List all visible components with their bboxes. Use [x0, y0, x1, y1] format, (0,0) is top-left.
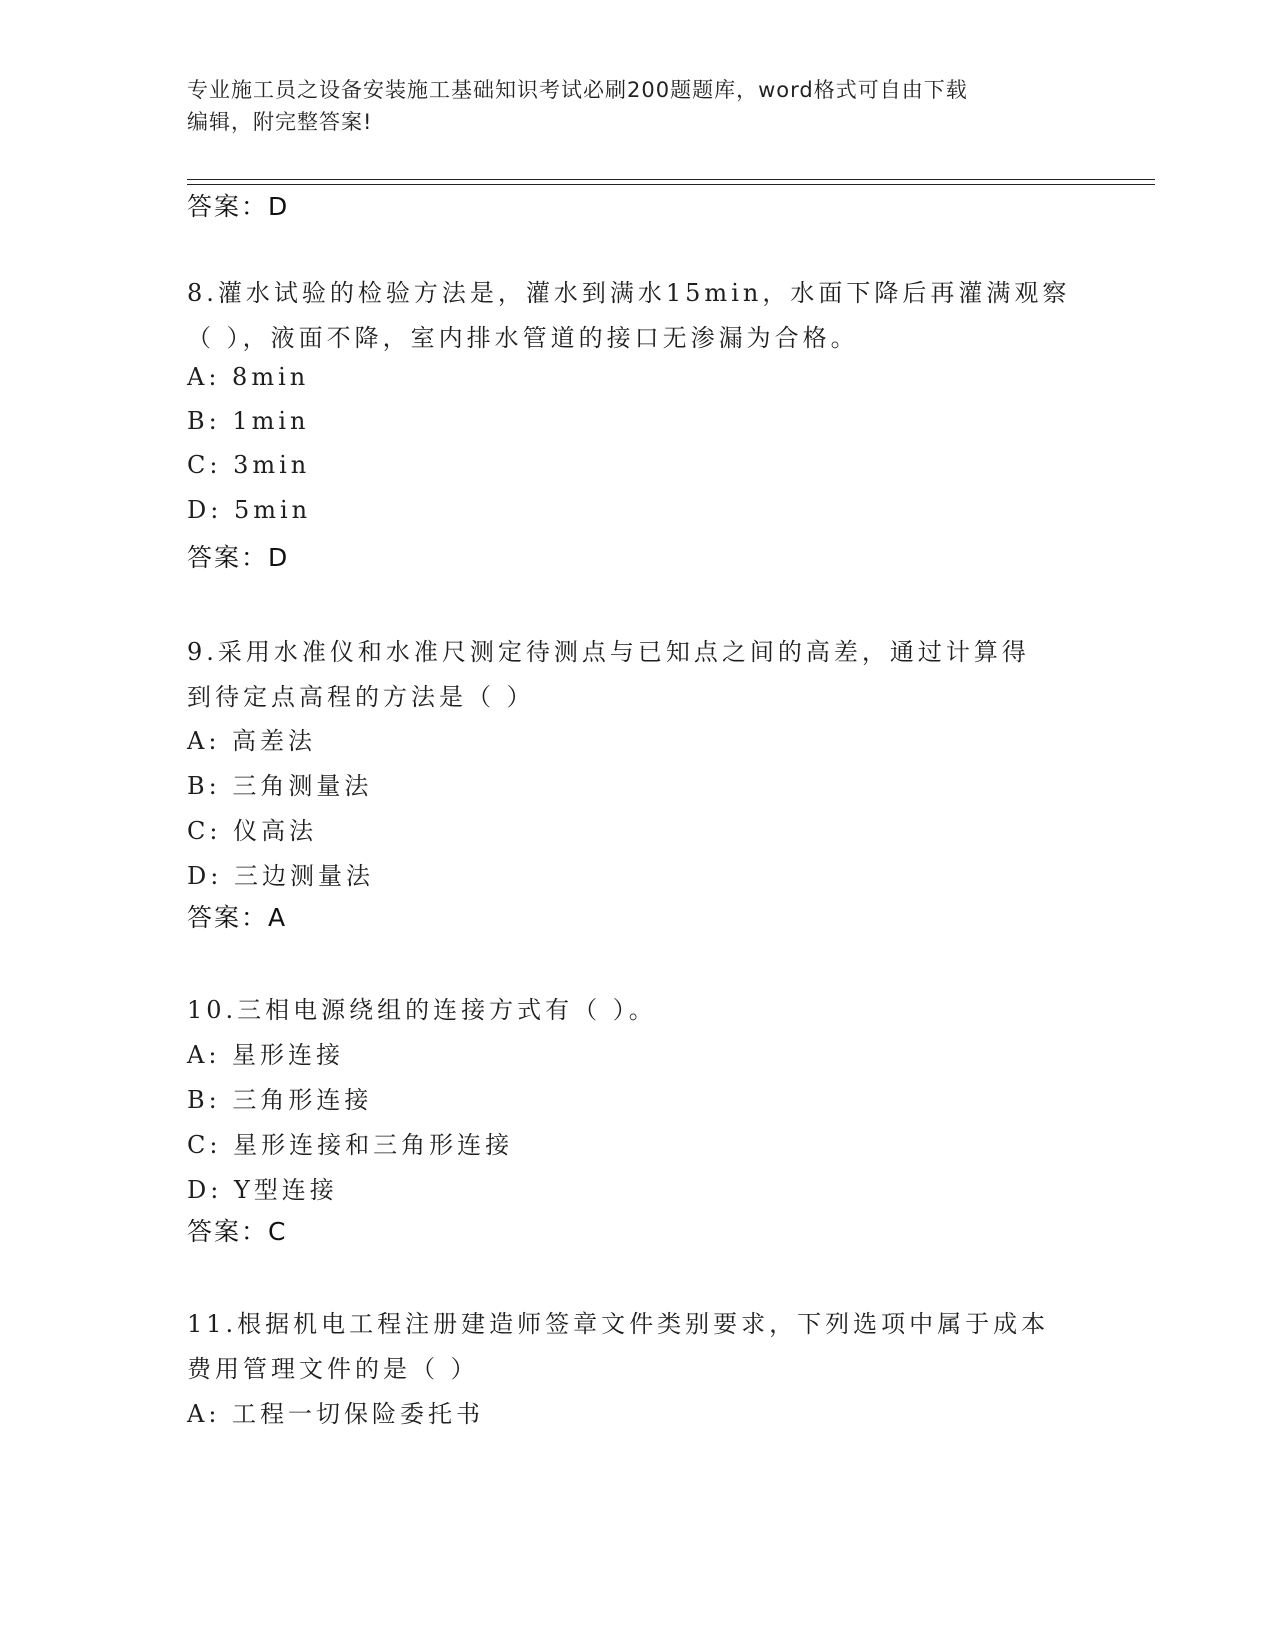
- option-a: A: 星形连接: [187, 1041, 345, 1069]
- answer-line: 答案：A: [187, 903, 288, 932]
- option-d: D: Y型连接: [187, 1176, 338, 1204]
- option-a: A: 高差法: [187, 727, 317, 755]
- header-line-1: 专业施工员之设备安装施工基础知识考试必刷200题题库，word格式可自由下载: [187, 78, 968, 102]
- option-c: C: 星形连接和三角形连接: [187, 1131, 514, 1159]
- question-stem: 10.三相电源绕组的连接方式有（ ）。: [187, 996, 657, 1024]
- question-stem: （ ），液面不降，室内排水管道的接口无渗漏为合格。: [187, 324, 859, 352]
- question-stem: 8.灌水试验的检验方法是，灌水到满水15min，水面下降后再灌满观察: [187, 279, 1071, 307]
- option-a: A: 工程一切保险委托书: [187, 1400, 485, 1428]
- option-c: C: 仪高法: [187, 817, 318, 845]
- option-d: D: 三边测量法: [187, 862, 374, 890]
- answer-line: 答案：D: [187, 192, 290, 221]
- answer-line: 答案：C: [187, 1217, 288, 1246]
- header-divider-top: [187, 179, 1155, 180]
- header-divider-bottom: [187, 184, 1155, 185]
- option-b: B: 三角形连接: [187, 1086, 373, 1114]
- question-stem: 费用管理文件的是（ ）: [187, 1355, 479, 1383]
- question-stem: 9.采用水准仪和水准尺测定待测点与已知点之间的高差，通过计算得: [187, 638, 1030, 666]
- option-a: A: 8min: [187, 363, 310, 391]
- question-stem: 到待定点高程的方法是（ ）: [187, 683, 535, 711]
- question-stem: 11.根据机电工程注册建造师签章文件类别要求，下列选项中属于成本: [187, 1310, 1050, 1338]
- header-line-2: 编辑，附完整答案!: [187, 110, 373, 134]
- option-b: B: 三角测量法: [187, 772, 373, 800]
- option-d: D: 5min: [187, 496, 312, 524]
- answer-line: 答案：D: [187, 543, 290, 572]
- option-b: B: 1min: [187, 407, 310, 435]
- document-header: [187, 74, 1087, 138]
- option-c: C: 3min: [187, 451, 311, 479]
